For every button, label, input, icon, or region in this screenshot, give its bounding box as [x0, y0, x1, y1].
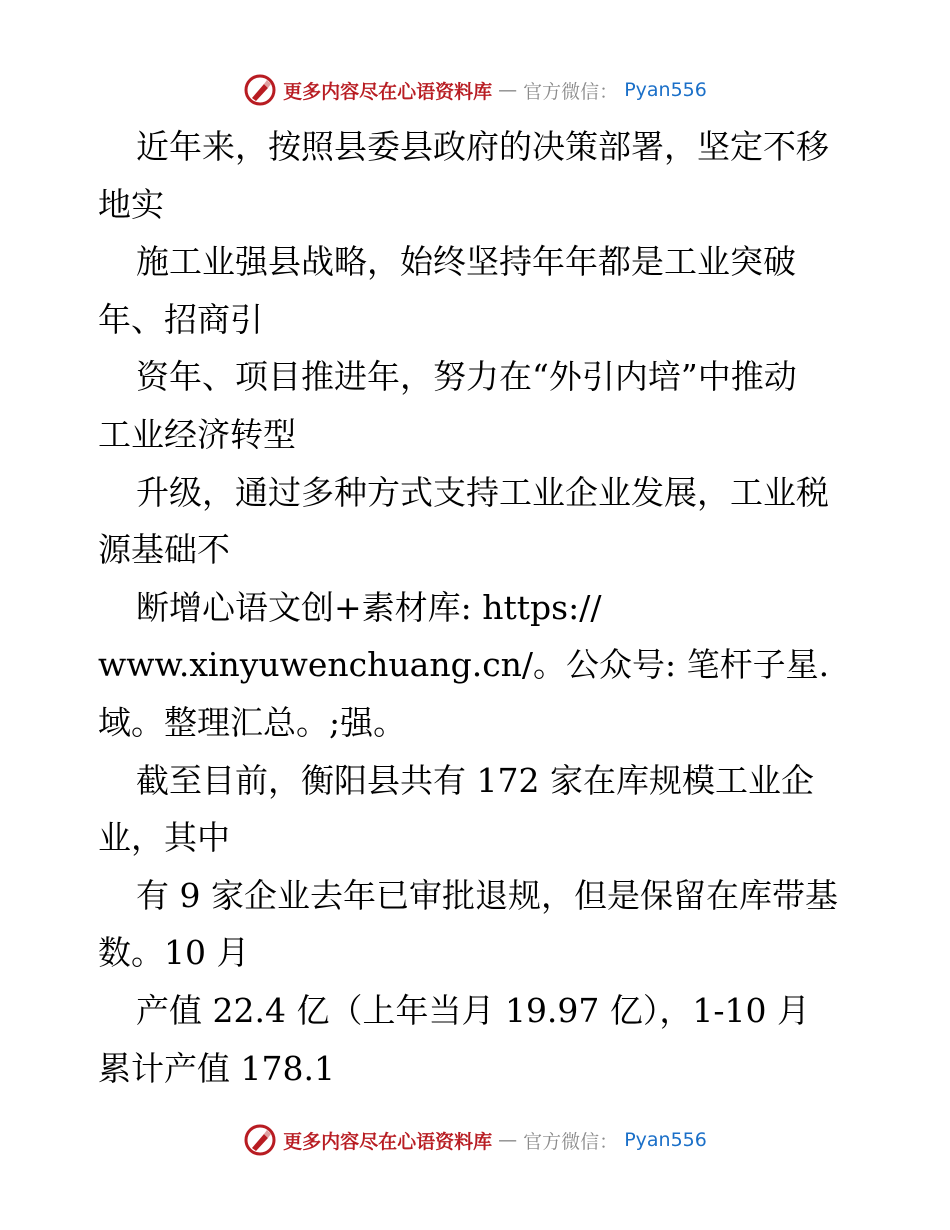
- text-line: 数。10 月: [98, 933, 250, 973]
- text-line: 年、招商引: [98, 299, 263, 339]
- footer-watermark: [0, 1120, 950, 1160]
- text-line: 业，其中: [98, 818, 230, 858]
- watermark-wechat-id: Pyan556: [624, 79, 707, 101]
- text-line: 近年来，按照县委县政府的决策部署，坚定不移: [136, 127, 829, 166]
- text-line: 源基础不: [98, 530, 230, 570]
- text-line: 产值 22.4 亿（上年当月 19.97 亿），1-10 月: [136, 990, 811, 1030]
- text-line: 资年、项目推进年，努力在“外引内培”中推动: [136, 357, 797, 397]
- pen-logo-icon: [243, 73, 277, 107]
- header-watermark: [0, 70, 950, 110]
- document-body: [98, 118, 858, 1097]
- watermark-dash: —: [498, 79, 518, 101]
- watermark-wechat-id: Pyan556: [624, 1129, 707, 1151]
- text-line: 施工业强县战略，始终坚持年年都是工业突破: [136, 242, 796, 282]
- text-line: 域。整理汇总。;强。: [98, 702, 407, 742]
- text-line: 地实: [98, 184, 164, 224]
- watermark-dash: —: [498, 1129, 518, 1151]
- watermark-brand-text: 更多内容尽在心语资料库: [283, 1130, 493, 1153]
- text-line: 有 9 家企业去年已审批退规，但是保留在库带基: [136, 875, 838, 915]
- watermark-wechat-label: 官方微信：: [523, 1130, 619, 1153]
- watermark-wechat-label: 官方微信：: [523, 80, 619, 103]
- text-line: 工业经济转型: [98, 414, 296, 454]
- pen-logo-icon: [243, 1123, 277, 1157]
- watermark-brand-text: 更多内容尽在心语资料库: [283, 80, 493, 103]
- text-line: 断增心语文创+素材库: https://: [136, 587, 602, 627]
- text-line: www.xinyuwenchuang.cn/。公众号: 笔杆子星.: [98, 645, 830, 685]
- text-line: 升级，通过多种方式支持工业企业发展，工业税: [136, 472, 829, 512]
- text-line: 累计产值 178.1: [98, 1048, 335, 1088]
- text-line: 截至目前，衡阳县共有 172 家在库规模工业企: [136, 760, 814, 800]
